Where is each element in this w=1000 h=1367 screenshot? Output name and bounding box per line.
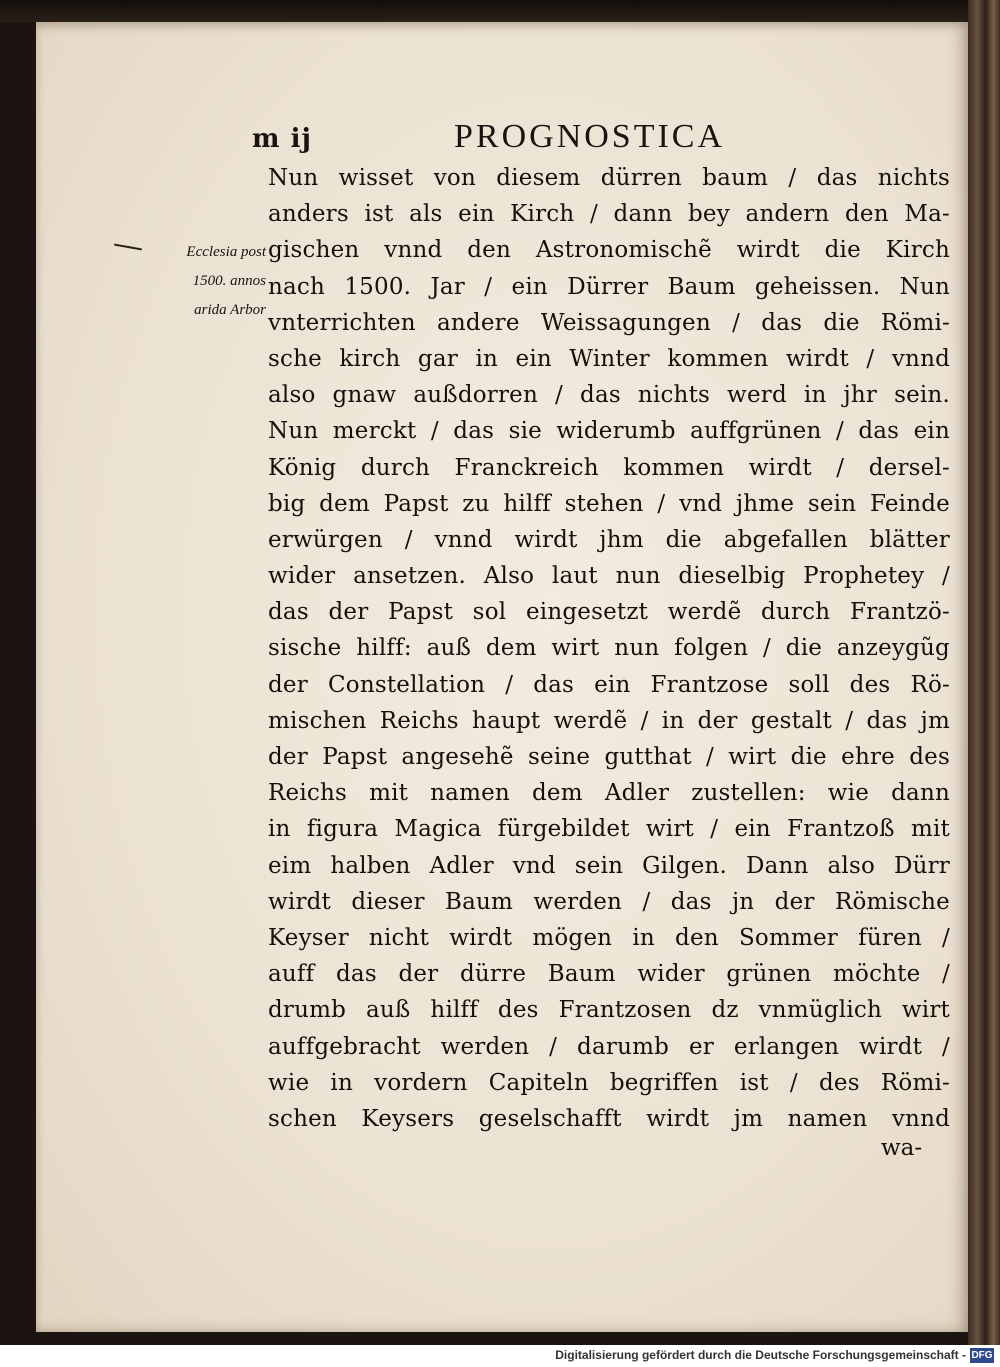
text-line: anders ist als ein Kirch / dann bey andern den Ma- (268, 201, 950, 228)
marginal-note-line: 1500. annos (192, 273, 266, 289)
marginal-note-line: Ecclesia post (186, 244, 266, 260)
text-line: auff das der dürre Baum wider grünen möchte / (268, 961, 950, 988)
text-line: König durch Franckreich kommen wirdt / dersel- (268, 454, 950, 481)
text-line: auffgebracht werden / darumb er erlangen wirdt / (268, 1033, 950, 1060)
text-line: sche kirch gar in ein Winter kommen wirdt / vnnd (268, 345, 950, 372)
text-line: Nun merckt / das sie widerumb auffgrünen / das ein (268, 418, 950, 445)
text-line: Nun wisset von diesem dürren baum / das nichts (268, 165, 950, 191)
text-line: der Papst angesehẽ seine gutthat / wirt die ehre des (268, 744, 950, 770)
text-line: in figura Magica fürgebildet wirt / ein Frantzoß mit (268, 816, 950, 843)
book-page (36, 22, 968, 1332)
text-line: eim halben Adler vnd sein Gilgen. Dann also Dürr (268, 852, 950, 879)
text-line: wie in vordern Capiteln begriffen ist / des Römi- (268, 1069, 950, 1096)
page-header (36, 118, 968, 158)
text-line: drumb auß hilff des Frantzosen dz vnmüglich wirt (268, 997, 950, 1024)
text-line: vnterrichten andere Weissagungen / das die Römi- (268, 309, 950, 336)
running-title: PROGNOSTICA (454, 118, 726, 155)
marginal-note-line: arida Arbor (194, 302, 266, 318)
text-line: schen Keysers geselschafft wirdt jm namen vnnd (268, 1105, 950, 1132)
book-edge-top (0, 0, 1000, 22)
margin-mark (114, 244, 142, 251)
text-line: big dem Papst zu hilff stehen / vnd jhme sein Feinde (268, 490, 950, 517)
text-line: wider ansetzen. Also laut nun dieselbig Prophetey / (268, 563, 950, 590)
marginal-note (148, 244, 266, 331)
text-line: also gnaw außdorren / das nichts werd in jhr sein. (268, 382, 950, 409)
catchword: wa- (881, 1135, 923, 1161)
folio-signature: m ij (252, 124, 312, 154)
body-text (268, 160, 950, 1137)
funding-credit: Digitalisierung gefördert durch die Deutsche Forschungsgemeinschaft - (555, 1348, 966, 1362)
text-line: erwürgen / vnnd wirdt jhm die abgefallen blätter (268, 526, 950, 553)
footer-bar (0, 1345, 1000, 1367)
book-edge-right (968, 0, 1000, 1345)
text-line: wirdt dieser Baum werden / das jn der Römische (268, 888, 950, 915)
text-line: Keyser nicht wirdt mögen in den Sommer füren / (268, 924, 950, 951)
text-line: nach 1500. Jar / ein Dürrer Baum geheissen. Nun (268, 273, 950, 300)
text-line: das der Papst sol eingesetzt werdẽ durch Frantzö- (268, 599, 950, 626)
text-line: gischen vnnd den Astronomischẽ wirdt die Kirch (268, 237, 950, 264)
text-line: Reichs mit namen dem Adler zustellen: wie dann (268, 780, 950, 807)
text-line: mischen Reichs haupt werdẽ / in der gestalt / das jm (268, 707, 950, 734)
text-line: sische hilff: auß dem wirt nun folgen / die anzeygũg (268, 635, 950, 662)
text-line: der Constellation / das ein Frantzose soll des Rö- (268, 671, 950, 698)
dfg-logo-icon: DFG (971, 1350, 993, 1361)
